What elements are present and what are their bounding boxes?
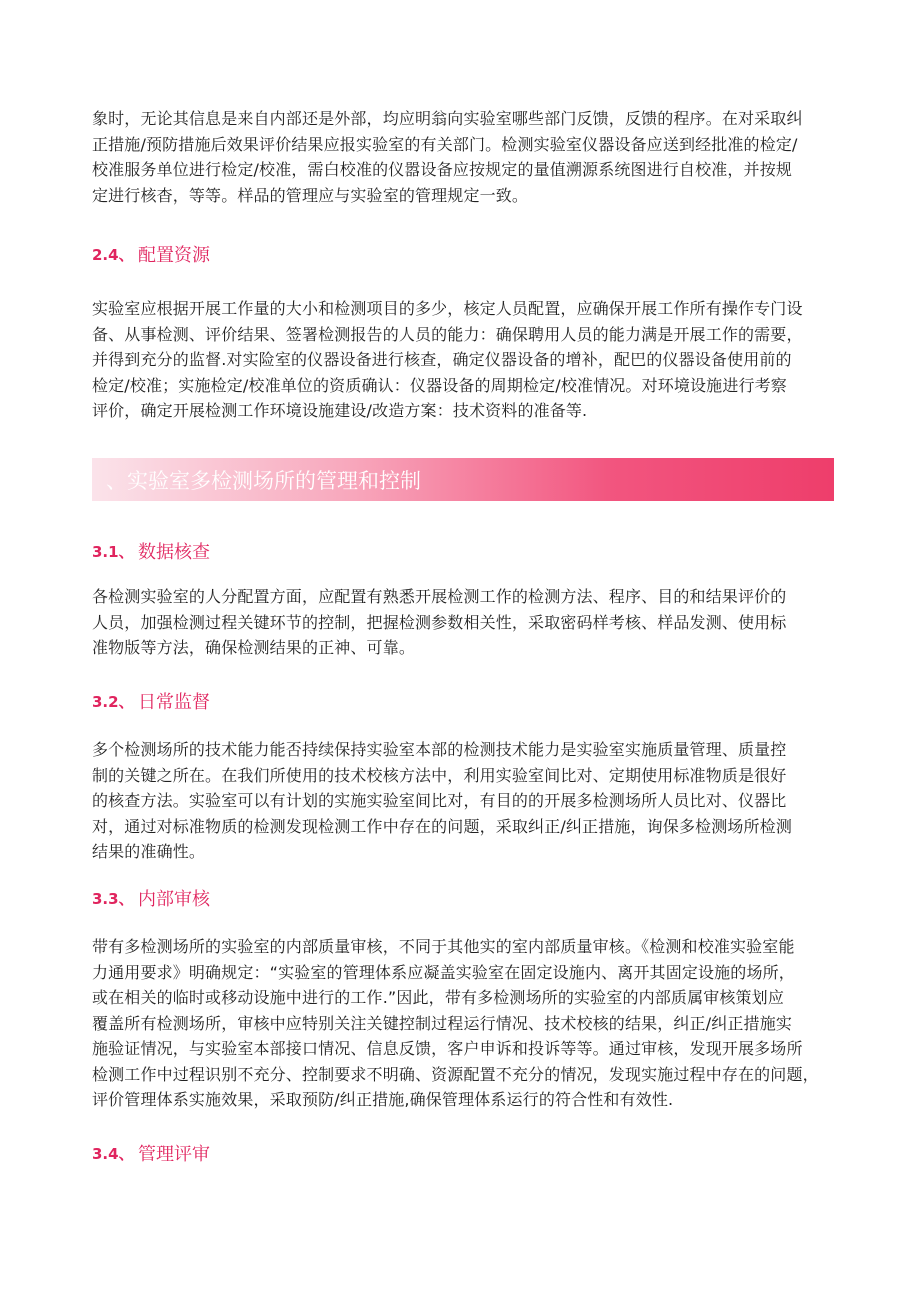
text-line: 人员，加强检测过程关键环节的控制，把握检测参数相关性，采取密码样考核、样品发测、使用标	[92, 612, 787, 632]
text-line: 的核查方法。实验室可以有计划的实施实验室间比对，有目的的开展多检测场所人员比对、仪器比	[92, 791, 787, 810]
text-line: 检测工作中过程识别不充分、控制要求不明确、资源配置不充分的情况，发现实施过程中存在的问题，	[92, 1064, 819, 1084]
text-line: 各检测实验室的人分配置方面，应配置有熟悉开展检测工作的检测方法、程序、目的和结果评价的	[92, 587, 787, 606]
text-line: 力通用要求》明确规定：“实验室的管理体系应凝盖实验室在固定设施内、离开其固定设施的场所，	[92, 962, 795, 982]
text-line: 定进行核杳，等等。样品的管理应与实验室的管理规定一致。	[92, 185, 529, 205]
text-line: 正措施/预防措施后效果评价结果应报实验室的有关部门。检测实验室仪器设备应送到经批准的检定/	[92, 134, 798, 154]
text-line: 制的关键之所在。在我们所使用的技术校核方法中，利用实验室间比对、定期使用标准物质是很好	[92, 765, 787, 785]
text-line: 象时，无论其信息是来自内部还是外部，均应明翁向实验室哪些部门反馈，反馈的程序。在对采取纠	[92, 109, 803, 128]
text-line: 校准服务单位进行检定/校准，需白校准的仪嚣设备应按规定的量值溯源系统图进行自校准，并按规	[92, 160, 792, 179]
section-number: 3.2、	[92, 692, 134, 711]
chapter-banner	[92, 458, 834, 501]
section-number: 2.4、	[92, 245, 134, 264]
section-title: 配置资源	[138, 245, 210, 266]
chapter-title: 、实验室多检测场所的管理和控制	[106, 468, 421, 493]
text-line: 结果的准确性。	[92, 842, 206, 861]
section-number: 3.1、	[92, 542, 134, 561]
text-line: 检定/校准；实施检定/校准单位的资质确认：仪器设备的周期检定/校准情况。对环境设施进行考察	[92, 375, 787, 395]
text-line: 对，通过对标准物质的检测发现检测工作中存在的问题，采取纠正/纠正措施，询保多检测场所检测	[92, 816, 792, 836]
text-line: 备、从事检测、评价结果、签署检测报告的人员的能力：确保聘用人员的能力满是开展工作的需要，	[92, 324, 803, 344]
section-title: 日常监督	[138, 692, 210, 713]
section-heading-2-4	[92, 241, 210, 267]
section-heading-3-3	[92, 885, 210, 911]
section-heading-3-4	[92, 1140, 210, 1166]
text-line: 多个检测场所的技术能力能否持续保持实验室本部的检测技术能力是实验室实施质量管理、质量控	[92, 740, 787, 759]
paragraph-3-1	[92, 584, 834, 661]
text-line: 并得到充分的监督.对实险室的仪器设备进行核查，确定仪器设备的增补，配巴的仪器设备使用前的	[92, 350, 792, 369]
text-line: 实验室应根据开展工作量的大小和检测项目的多少，核定人员配置，应确保开展工作所有操作专门设	[92, 299, 803, 318]
paragraph-intro	[92, 106, 834, 208]
text-line: 评价管理体系实施效果，采取预防/纠正措施,确保管理体系运行的符合性和有效性.	[92, 1090, 674, 1109]
text-line: 或在相关的临时或移动设施中进行的工作.”因此，带有多检测场所的实验室的内部质属审核策划应	[92, 988, 784, 1007]
paragraph-3-2	[92, 737, 834, 865]
section-heading-3-2	[92, 688, 210, 714]
section-title: 管理评审	[138, 1144, 210, 1165]
section-number: 3.3、	[92, 889, 134, 908]
section-heading-3-1	[92, 538, 210, 564]
text-line: 施验证情况，与实验室本部接口情况、信息反馈，客户申诉和投诉等等。通过审核，发现开展多场所	[92, 1039, 803, 1058]
paragraph-3-3	[92, 934, 834, 1113]
paragraph-2-4	[92, 296, 834, 424]
section-number: 3.4、	[92, 1144, 134, 1163]
text-line: 准物版等方法，确保检测结果的正神、可靠。	[92, 638, 416, 657]
text-line: 评价，确定开展检测工作环境设施建设/改造方案：技术资料的准备等.	[92, 401, 588, 420]
text-line: 带有多检测场所的实验室的内部质量审核，不同于其他实的室内部质量审核。《检测和校准实验室能	[92, 937, 795, 956]
section-title: 内部审核	[138, 889, 210, 910]
section-title: 数据核查	[138, 542, 210, 563]
text-line: 覆盖所有检测场所，审核中应特别关注关键控制过程运行情况、技术校核的结果，纠正/纠正措施实	[92, 1013, 792, 1033]
